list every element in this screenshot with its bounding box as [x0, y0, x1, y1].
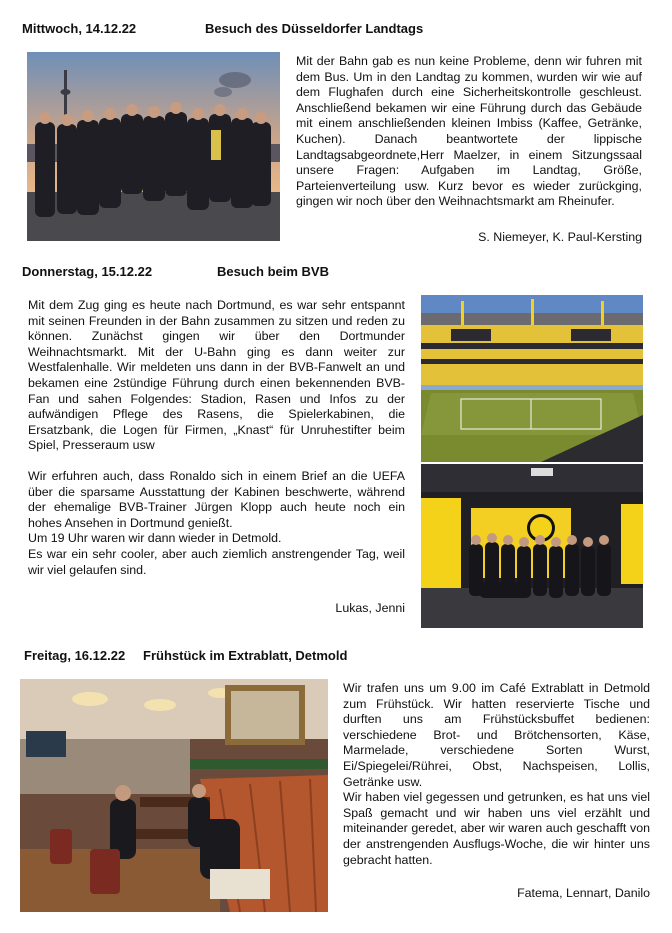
section-2-paragraph-1: Mit dem Zug ging es heute nach Dortmund, es war sehr entspannt mit seinen Freunden in der Bahn zusammen zu sitzen und reden zu können. Zunächst gingen wir über den Dortmunder Weihnachtsmarkt. Mit der U-Bahn ging es dann weiter zur Westfalenhalle. Wir meldeten uns dann in der BVB-Fanwelt an und bekamen eine 2stündige Führung durch einen bekennenden BVB-Fan und sahen Folgendes: Stadion, Rasen und Infos zu der aufwändigen Pflege des Rasens, die Spielerkabinen, die Ersatzbank, die Logen für Firmen, „Knast“ für Unruhestifter beim Spiel, Presseraum usw	[28, 298, 405, 453]
section-3-paragraph: Wir trafen uns um 9.00 im Café Extrablatt in Detmold zum Frühstück. Wir hatten reservierte Tische und durften uns am Frühstücksbuffet bedienen: verschiedene Brot- und Brötchensorten, Käse, Marmelade, verschiedene Sorten Wurst, Ei/Spiegelei/Rührei, Obst, Nachspeisen, Lollis, Getränke usw. Wir haben viel gegessen und getrunken, es hat uns viel Spaß gemacht und wir haben uns viel erzählt und miteinander geredet, aber wir waren auch geschafft von der anstrengenden Ausflugs-Woche, die wir hinter uns gebracht hatten.	[343, 681, 650, 867]
section-2-paragraph-2: Wir erfuhren auch, dass Ronaldo sich in einem Brief an die UEFA über die sparsame Ausstattung der Kabinen beschwerte, während der ehemalige BVB-Trainer Jürgen Klopp auch heute noch ein hohes Ansehen in Dortmund genießt. Um 19 Uhr waren wir dann wieder in Detmold. Es war ein sehr cooler, aber auch ziemlich anstrengender Tag, weil wir viel gelaufen sind.	[28, 468, 405, 577]
section-1-paragraph: Mit der Bahn gab es nun keine Probleme, denn wir fuhren mit dem Bus. Um in den Landtag zu kommen, wurden wir wie auf dem Flughafen durch eine Sicherheitskontrolle geschleust. Anschließend bekamen wir eine Führung durch das Gebäude mit einem anschließenden kleinen Imbiss (Kaffee, Getränke, Kuchen). Danach beantwortete der lippische Landtagsabgeordnete,Herr Maelzer, in einem Sitzungssaal unsere Fragen: Aufgaben im Landtag, Größe, Parteienverteilung usw. Kurz bevor es wieder zurückging, gingen wir noch über den Weihnachtsmarkt am Rheinufer.	[296, 54, 642, 209]
section-3-title: Frühstück im Extrablatt, Detmold	[143, 648, 348, 663]
section-1-title: Besuch des Düsseldorfer Landtags	[205, 21, 424, 36]
section-2-date: Donnerstag, 15.12.22	[22, 264, 153, 279]
section-1-body	[296, 54, 642, 210]
bvb-fanwelt-group-photo	[421, 464, 643, 628]
section-2-body	[28, 298, 405, 578]
section-3-date: Freitag, 16.12.22	[24, 648, 126, 663]
cafe-breakfast-photo	[20, 679, 328, 912]
section-3-authors: Fatema, Lennart, Danilo	[517, 886, 650, 900]
section-2-authors: Lukas, Jenni	[335, 601, 405, 615]
landtag-group-photo	[27, 52, 280, 241]
stadium-photo	[421, 295, 643, 462]
section-2-title: Besuch beim BVB	[217, 264, 329, 279]
section-1-authors: S. Niemeyer, K. Paul-Kersting	[478, 230, 642, 244]
section-3-body	[343, 681, 650, 868]
section-1-date: Mittwoch, 14.12.22	[22, 21, 137, 36]
